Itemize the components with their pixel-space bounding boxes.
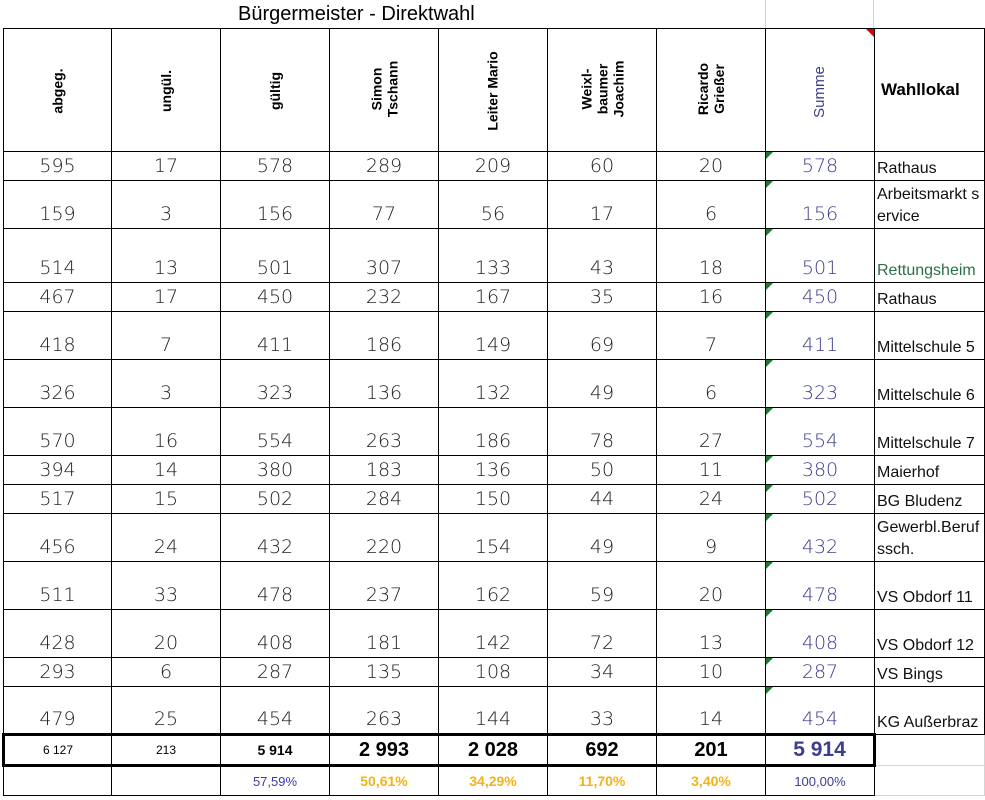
cell-ungul[interactable]: 16 [112,408,221,456]
cell-summe[interactable]: 478 [766,562,875,610]
cell-c4[interactable]: 24 [657,485,766,514]
cell-summe[interactable]: 323 [766,360,875,408]
cell-wahllokal[interactable]: Rettungsheim [875,229,985,283]
table-row [4,360,985,408]
cell-summe[interactable]: 578 [766,152,875,181]
table-row [4,283,985,312]
header-line: Simon [368,67,384,111]
cell-summe[interactable]: 454 [766,687,875,735]
cell-gultig[interactable]: 411 [221,312,330,360]
cell-abgeg[interactable]: 570 [4,408,112,456]
cell-gultig[interactable]: 287 [221,658,330,687]
total-c1[interactable]: 2 993 [330,735,439,766]
cell-summe[interactable]: 554 [766,408,875,456]
cell-wahllokal[interactable]: Mittelschule 7 [875,408,985,456]
cell-c3[interactable]: 69 [548,312,657,360]
cell-c3[interactable]: 35 [548,283,657,312]
table-row [4,485,985,514]
cell-c2[interactable]: 154 [439,514,548,562]
cell-abgeg[interactable]: 159 [4,181,112,229]
table-row [4,687,985,735]
total-abgeg[interactable]: 6 127 [4,735,112,766]
total-ungul[interactable]: 213 [112,735,221,766]
cell-gultig[interactable]: 323 [221,360,330,408]
cell-c2[interactable]: 133 [439,229,548,283]
header-summe: Summe [811,66,828,118]
cell-c4[interactable]: 27 [657,408,766,456]
cell-c1[interactable]: 284 [330,485,439,514]
cell-c1[interactable]: 220 [330,514,439,562]
header-line: Joachim [610,60,626,118]
cell-c3[interactable]: 44 [548,485,657,514]
cell-c2[interactable]: 136 [439,456,548,485]
cell-c4[interactable]: 6 [657,181,766,229]
header-line: Weixl- [578,68,594,110]
percent-c2[interactable]: 34,29% [439,766,548,796]
total-empty-cell[interactable] [875,735,985,766]
cell-summe[interactable]: 450 [766,283,875,312]
cell-c4[interactable]: 16 [657,283,766,312]
cell-abgeg[interactable]: 293 [4,658,112,687]
percent-c3[interactable]: 11,70% [548,766,657,796]
cell-gultig[interactable]: 502 [221,485,330,514]
cell-c4[interactable]: 11 [657,456,766,485]
error-indicator-icon[interactable] [766,181,773,188]
table-row [4,181,985,229]
gridline [765,0,766,28]
cell-summe[interactable]: 501 [766,229,875,283]
cell-wahllokal[interactable]: Rathaus [875,283,985,312]
table-row [4,514,985,562]
cell-ungul[interactable]: 33 [112,562,221,610]
header-abgeg: abgeg. [49,68,66,114]
cell-c4[interactable]: 7 [657,312,766,360]
cell-c1[interactable]: 77 [330,181,439,229]
error-indicator-icon[interactable] [766,456,773,463]
cell-c3[interactable]: 43 [548,229,657,283]
header-line: baumer [594,63,610,115]
header-candidate-1 [368,61,400,118]
cell-c2[interactable]: 142 [439,610,548,658]
cell-c1[interactable]: 237 [330,562,439,610]
cell-c4[interactable]: 9 [657,514,766,562]
cell-c3[interactable]: 72 [548,610,657,658]
cell-c2[interactable]: 162 [439,562,548,610]
table-row [4,312,985,360]
cell-summe[interactable]: 411 [766,312,875,360]
cell-c4[interactable]: 20 [657,562,766,610]
cell-summe[interactable]: 287 [766,658,875,687]
cell-c2[interactable]: 108 [439,658,548,687]
cell-ungul[interactable]: 25 [112,687,221,735]
cell-c1[interactable]: 232 [330,283,439,312]
cell-wahllokal[interactable]: Mittelschule 6 [875,360,985,408]
table-row [4,152,985,181]
cell-abgeg[interactable]: 467 [4,283,112,312]
percent-summe[interactable]: 100,00% [766,766,875,796]
cell-c1[interactable]: 186 [330,312,439,360]
gridline [873,0,874,28]
cell-c3[interactable]: 49 [548,360,657,408]
cell-gultig[interactable]: 501 [221,229,330,283]
cell-c4[interactable]: 20 [657,152,766,181]
error-indicator-icon[interactable] [766,360,773,367]
cell-ungul[interactable]: 17 [112,152,221,181]
cell-c4[interactable]: 18 [657,229,766,283]
results-table [2,28,985,796]
percent-empty-cell[interactable] [4,766,112,796]
cell-ungul[interactable]: 3 [112,181,221,229]
error-indicator-icon[interactable] [766,229,773,236]
cell-ungul[interactable]: 20 [112,610,221,658]
percent-c4[interactable]: 3,40% [657,766,766,796]
error-indicator-icon[interactable] [766,658,773,665]
cell-summe[interactable]: 380 [766,456,875,485]
cell-summe[interactable]: 156 [766,181,875,229]
error-indicator-icon[interactable] [766,687,773,694]
cell-abgeg[interactable]: 428 [4,610,112,658]
error-indicator-icon[interactable] [766,408,773,415]
percent-c1[interactable]: 50,61% [330,766,439,796]
cell-gultig[interactable]: 454 [221,687,330,735]
cell-ungul[interactable]: 3 [112,360,221,408]
total-c4[interactable]: 201 [657,735,766,766]
cell-c4[interactable]: 6 [657,360,766,408]
header-cell-gultig[interactable] [221,29,330,152]
cell-c2[interactable]: 132 [439,360,548,408]
cell-wahllokal[interactable]: Arbeitsmarkt service [875,181,985,229]
total-gultig[interactable]: 5 914 [221,735,330,766]
cell-c2[interactable]: 150 [439,485,548,514]
cell-wahllokal[interactable]: Rathaus [875,152,985,181]
header-cell-wahllokal[interactable]: Wahllokal [875,29,985,152]
table-row [4,562,985,610]
cell-abgeg[interactable]: 514 [4,229,112,283]
header-gultig: gültig [266,71,283,111]
cell-c1[interactable]: 263 [330,687,439,735]
percent-row [4,766,985,796]
total-summe[interactable]: 5 914 [766,735,875,766]
comment-marker-icon[interactable] [866,29,874,37]
cell-abgeg[interactable]: 511 [4,562,112,610]
cell-wahllokal[interactable]: Gewerbl.Berufssch. [875,514,985,562]
cell-c1[interactable]: 307 [330,229,439,283]
cell-c1[interactable]: 135 [330,658,439,687]
cell-gultig[interactable]: 554 [221,408,330,456]
cell-abgeg[interactable]: 595 [4,152,112,181]
cell-c2[interactable]: 149 [439,312,548,360]
header-ungul: ungül. [158,70,174,112]
header-line: Ricardo [695,62,711,116]
cell-wahllokal[interactable]: Maierhof [875,456,985,485]
cell-c2[interactable]: 167 [439,283,548,312]
table-row [4,408,985,456]
header-line: Grießer [711,64,727,114]
totals-row [4,735,985,766]
cell-abgeg[interactable]: 456 [4,514,112,562]
header-cell-summe[interactable] [766,29,875,152]
cell-ungul[interactable]: 13 [112,229,221,283]
error-indicator-icon[interactable] [766,152,773,159]
total-c3[interactable]: 692 [548,735,657,766]
header-cell-abgeg[interactable] [4,29,112,152]
header-cell-ungul[interactable] [112,29,221,152]
error-indicator-icon[interactable] [766,485,773,492]
table-row [4,229,985,283]
header-line: Tschann [384,60,400,118]
cell-abgeg[interactable]: 479 [4,687,112,735]
error-indicator-icon[interactable] [766,562,773,569]
header-cell-candidate-1[interactable] [330,29,439,152]
error-indicator-icon[interactable] [766,312,773,319]
cell-summe[interactable]: 502 [766,485,875,514]
cell-gultig[interactable]: 408 [221,610,330,658]
cell-c3[interactable]: 50 [548,456,657,485]
cell-wahllokal[interactable]: KG Außerbraz [875,687,985,735]
cell-gultig[interactable]: 156 [221,181,330,229]
header-candidate-3 [578,61,626,118]
sheet-title: Bürgermeister - Direktwahl [238,3,475,25]
table-row [4,456,985,485]
cell-wahllokal[interactable]: VS Bings [875,658,985,687]
cell-abgeg[interactable]: 394 [4,456,112,485]
cell-summe[interactable]: 432 [766,514,875,562]
percent-gultig[interactable]: 57,59% [221,766,330,796]
cell-c1[interactable]: 289 [330,152,439,181]
cell-ungul[interactable]: 7 [112,312,221,360]
cell-wahllokal[interactable]: Mittelschule 5 [875,312,985,360]
cell-c1[interactable]: 181 [330,610,439,658]
header-cell-candidate-2[interactable] [439,29,548,152]
cell-ungul[interactable]: 15 [112,485,221,514]
header-cell-candidate-3[interactable] [548,29,657,152]
table-row [4,658,985,687]
cell-gultig[interactable]: 450 [221,283,330,312]
cell-abgeg[interactable]: 326 [4,360,112,408]
cell-c2[interactable]: 186 [439,408,548,456]
cell-abgeg[interactable]: 418 [4,312,112,360]
cell-c3[interactable]: 78 [548,408,657,456]
cell-c2[interactable]: 56 [439,181,548,229]
cell-c2[interactable]: 144 [439,687,548,735]
header-cell-candidate-4[interactable] [657,29,766,152]
cell-c4[interactable]: 13 [657,610,766,658]
header-row [4,29,985,152]
cell-c1[interactable]: 263 [330,408,439,456]
cell-gultig[interactable]: 432 [221,514,330,562]
error-indicator-icon[interactable] [766,514,773,521]
cell-ungul[interactable]: 14 [112,456,221,485]
header-candidate-2 [485,51,501,130]
cell-wahllokal[interactable]: BG Bludenz [875,485,985,514]
cell-gultig[interactable]: 578 [221,152,330,181]
cell-c2[interactable]: 209 [439,152,548,181]
cell-c3[interactable]: 33 [548,687,657,735]
percent-empty-cell[interactable] [112,766,221,796]
cell-summe[interactable]: 408 [766,610,875,658]
total-c2[interactable]: 2 028 [439,735,548,766]
cell-c3[interactable]: 59 [548,562,657,610]
percent-empty-cell[interactable] [875,766,985,796]
cell-c3[interactable]: 34 [548,658,657,687]
cell-c4[interactable]: 14 [657,687,766,735]
cell-ungul[interactable]: 24 [112,514,221,562]
cell-c3[interactable]: 49 [548,514,657,562]
cell-c3[interactable]: 60 [548,152,657,181]
cell-wahllokal[interactable]: VS Obdorf 12 [875,610,985,658]
cell-ungul[interactable]: 17 [112,283,221,312]
error-indicator-icon[interactable] [766,283,773,290]
cell-gultig[interactable]: 478 [221,562,330,610]
cell-gultig[interactable]: 380 [221,456,330,485]
table-row [4,610,985,658]
cell-c3[interactable]: 17 [548,181,657,229]
cell-c1[interactable]: 183 [330,456,439,485]
cell-ungul[interactable]: 6 [112,658,221,687]
header-candidate-4 [695,63,727,115]
cell-abgeg[interactable]: 517 [4,485,112,514]
cell-c4[interactable]: 10 [657,658,766,687]
cell-c1[interactable]: 136 [330,360,439,408]
error-indicator-icon[interactable] [766,610,773,617]
header-line: Leiter Mario [484,51,501,131]
cell-wahllokal[interactable]: VS Obdorf 11 [875,562,985,610]
